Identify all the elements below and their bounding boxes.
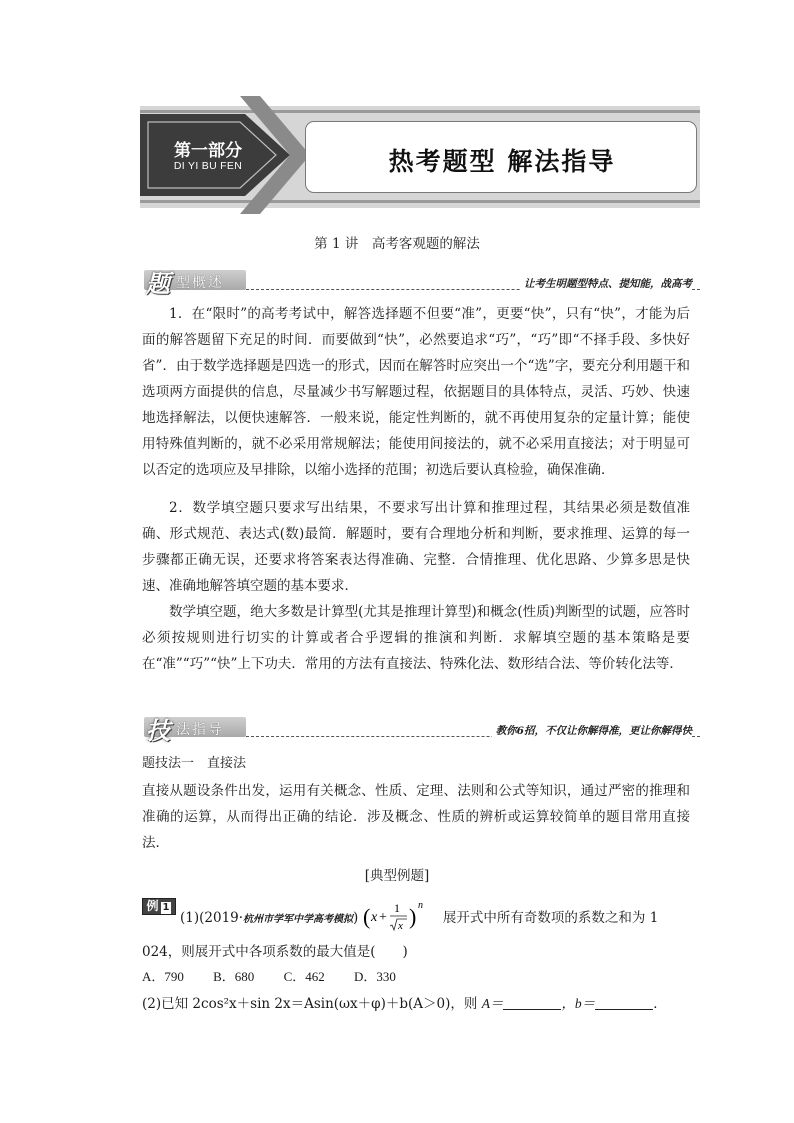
section-title: 型概述: [176, 275, 224, 291]
section-tagline: 教你6招，不仅让你解得准，更让你解得快: [492, 723, 692, 738]
svg-text:+: +: [378, 910, 387, 925]
method-title: 题技法一 直接法: [142, 756, 247, 771]
section-icon-char: 技: [146, 716, 170, 745]
svg-text:(: (: [362, 904, 370, 929]
question-2-b-label: ，b＝: [561, 996, 596, 1011]
paragraph-multiple-choice: 1．在“限时”的高考考试中，解答选择题不但要“准”，更要“快”，只有“快”，才能为后面的解答题留下充足的时间．而要做到“快”，必然要追求“巧”，“巧”即“不择手段、多快好省”．由于数学选择题是四选一的形式，因而在解答时应突出一个“选”字，要充分利用题干和选项两方面提供的信息，尽量减少书写解题过程，依据题目的具体特点，灵活、巧妙、快速地选择解法，以便快速解答．一般来说，能定性判断的，就不再使用复杂的定量计算；能使用特殊值判断的，就不必采用常规解法；能使用间接法的，就不必采用直接法；对于明显可以否定的选项应及早排除，以缩小选择的范围；初选后要认真检验，确保准确．: [142, 306, 690, 478]
part-title: 第一部分: [174, 141, 242, 161]
answer-blank-a[interactable]: [503, 996, 561, 1010]
paragraph-strategy: 数学填空题，绝大多数是计算型(尤其是推理计算型)和概念(性质)判断型的试题，应答时必须按规则进行切实的计算或者合乎逻辑的推演和判断．求解填空题的基本策略是要在“准”“巧”“快”上下功夫．常用的方法有直接法、特殊化法、数形结合法、等价转化法等．: [142, 604, 690, 672]
svg-text:): ): [408, 904, 416, 929]
section-title: 法指导: [176, 722, 224, 738]
option-b: B．680: [213, 969, 255, 984]
example-badge-label: 例: [146, 899, 159, 913]
option-a: A．790: [142, 969, 184, 984]
method-description: 直接从题设条件出发，运用有关概念、性质、定理、法则和公式等知识，通过严密的推理和准确的运算，从而得出正确的结论．涉及概念、性质的辨析或运算较简单的题目常用直接法．: [142, 783, 690, 851]
answer-blank-b[interactable]: [595, 996, 653, 1010]
question-1-prefix: (1)(2019·: [180, 910, 244, 926]
main-title: 热考题型 解法指导: [388, 147, 616, 176]
paragraph-fill-in: 2．数学填空题只要求写出结果，不要求写出计算和推理过程，其结果必须是数值准确、形式规范、表达式(数)最简．解题时，要有合理地分析和判断，要求推理、运算的每一步骤都正确无误，还要求将答案表达得准确、完整．合情推理、优化思路、少算多思是快速、准确地解答填空题的基本要求．: [142, 500, 690, 594]
typical-examples-heading: [典型例题]: [364, 868, 430, 884]
banner-title-box: [305, 121, 697, 193]
example-question-1: [180, 900, 658, 934]
answer-options: [142, 966, 418, 985]
svg-text:x: x: [370, 910, 377, 925]
question-2-text: (2)已知 2cos²x＋sin 2x＝Asin(ωx＋φ)＋b(A＞0)，则: [142, 996, 482, 1012]
example-badge: [142, 898, 176, 915]
question-2-end: ．: [653, 996, 667, 1012]
question-1-text: 展开式中所有奇数项的系数之和为 1: [442, 910, 659, 926]
question-2-a-label: A＝: [481, 996, 504, 1011]
example-badge-number: 1: [162, 902, 170, 913]
question-1-paren: ): [353, 910, 359, 926]
option-c: C．462: [283, 969, 325, 984]
svg-text:1: 1: [393, 901, 400, 915]
part-banner: [140, 96, 700, 214]
section-tagline: 让考生明题型特点、提知能，战高考: [520, 276, 692, 291]
svg-text:n: n: [417, 900, 423, 911]
lecture-title: 第 1 讲 高考客观题的解法: [314, 236, 480, 252]
section-methods-header: [142, 716, 700, 745]
question-1-source: 杭州市学军中学高考模拟: [243, 914, 354, 925]
part-subtitle: DI YI BU FEN: [173, 160, 243, 172]
section-icon-char: 题: [146, 269, 170, 298]
svg-text:x: x: [397, 920, 403, 932]
section-overview-header: [142, 269, 700, 298]
binomial-expression-icon: [363, 900, 439, 934]
option-d: D．330: [353, 969, 396, 984]
example-question-2: [142, 992, 667, 1012]
question-1-continuation: 024，则展开式中各项系数的最大值是( ): [142, 944, 408, 960]
